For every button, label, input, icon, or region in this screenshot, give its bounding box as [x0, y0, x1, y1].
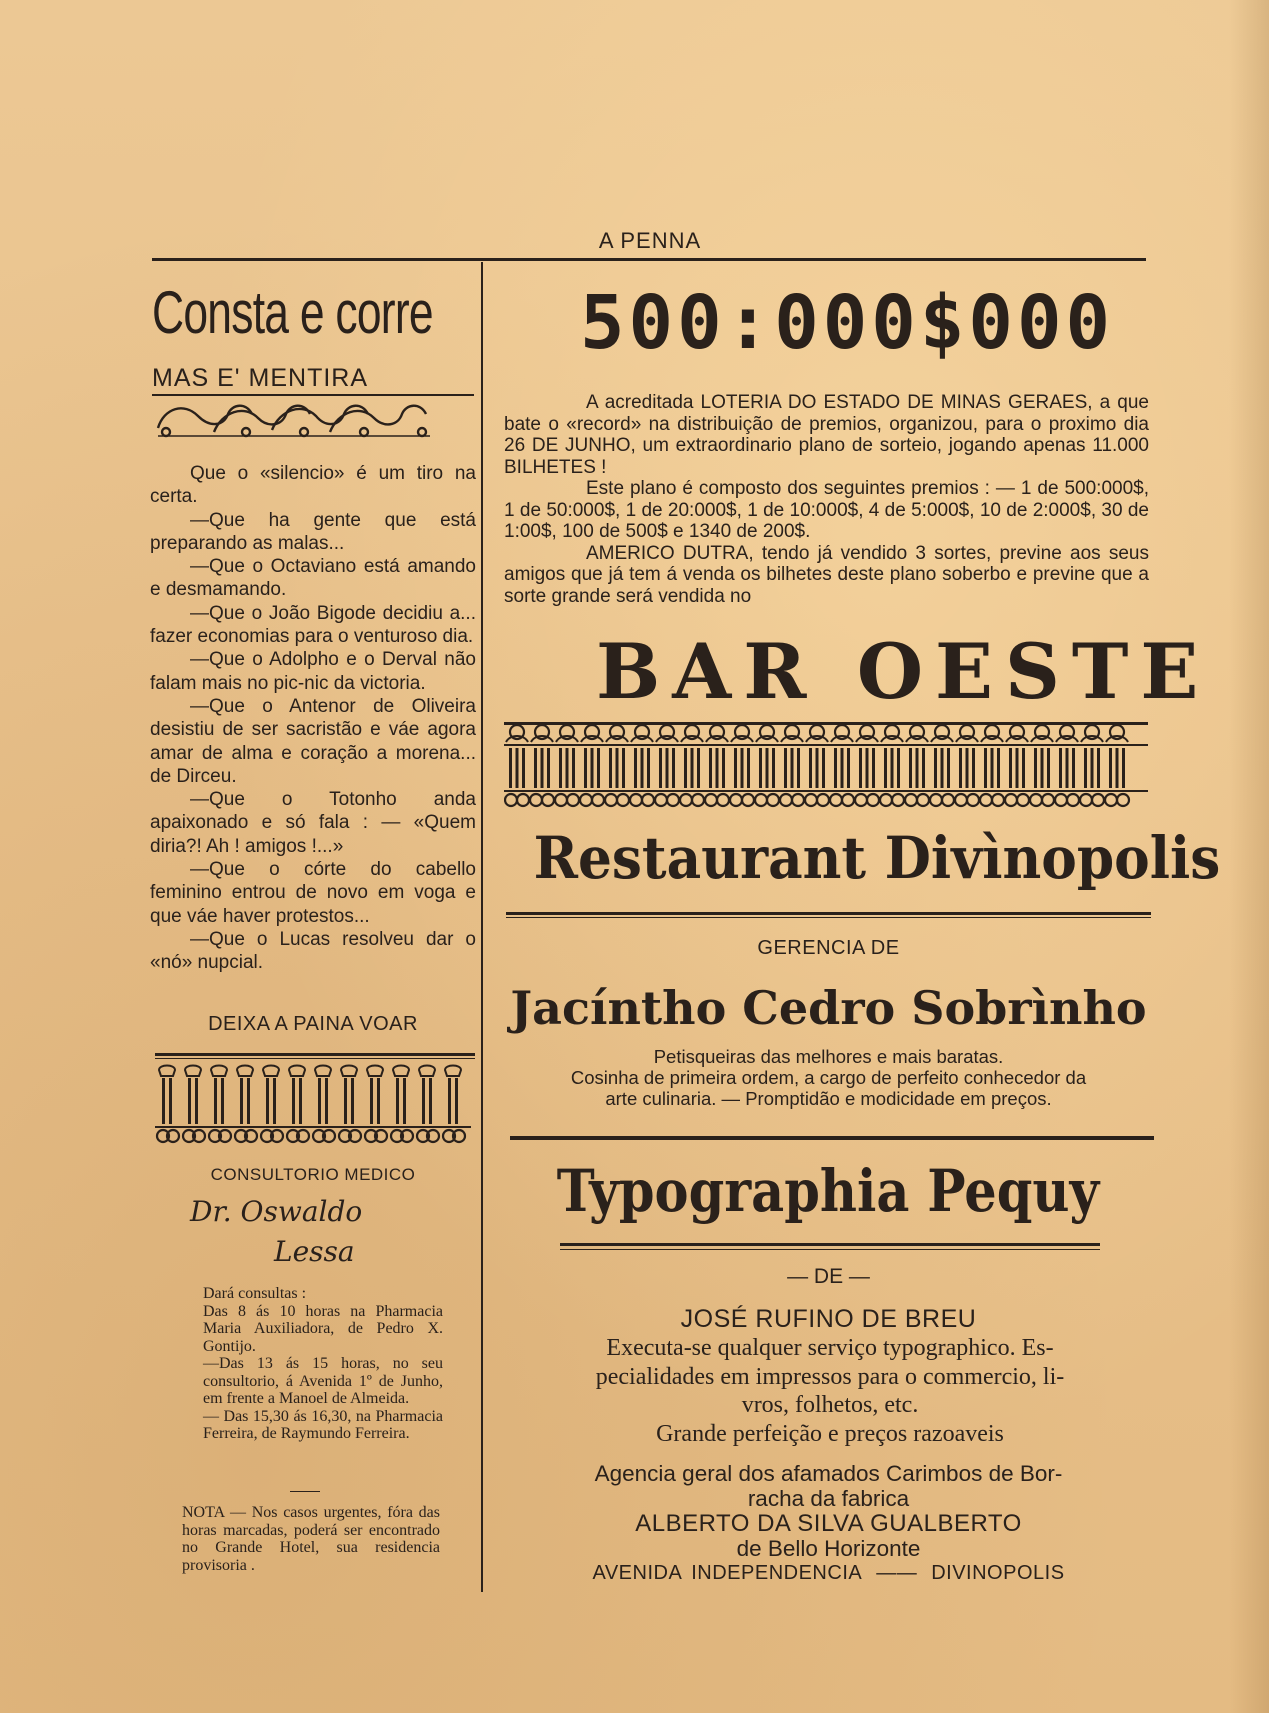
company-city: de Bello Horizonte: [736, 1536, 921, 1561]
column-divider: [481, 262, 483, 1592]
restaurant-rule: [506, 912, 1151, 915]
masthead-title: A PENNA: [598, 228, 702, 253]
ornament-rule-thin: [155, 1058, 475, 1059]
rumors-list: [150, 462, 476, 975]
restaurant-rule-thin: [506, 917, 1151, 918]
prize-amount: 500:000$000: [580, 280, 1115, 366]
lottery-paragraph: Este plano é composto dos seguintes premios : — 1 de 500:000$, 1 de 50:000$, 1 de 20:000$, 1 de 10:000$, 4 de 5:000$, 10 de 2:000$, 30 de 1:00$, 100 de 500$ e 1340 de 200$.: [504, 478, 1149, 542]
paper-edge-shadow: [1229, 0, 1269, 1713]
manager-name: Jacíntho Cedro Sobrìnho: [510, 981, 1147, 1035]
typographia-name: Typographia Pequy: [556, 1157, 1100, 1225]
rumor-item: Que o «silencio» é um tiro na certa.: [150, 463, 476, 508]
rumor-item: —Que ha gente que está preparando as malas...: [150, 509, 476, 554]
lottery-paragraph: A acreditada LOTERIA DO ESTADO DE MINAS GERAES, a que bate o «record» na distribuição de premios, organizou, para o proximo dia 26 DE JUNHO, um extraordinario plano de sorteio, jogando apenas 11.000 BILHETES !: [504, 392, 1149, 478]
address-street: AVENIDA INDEPENDENCIA: [592, 1562, 863, 1584]
balustrade-ornament-icon: [155, 1064, 475, 1150]
consult-hours: [203, 1285, 443, 1443]
lottery-paragraph: AMERICO DUTRA, tendo já vendido 3 sortes, previne aos seus amigos que já tem á venda os bilhetes deste plano soberbo e previne que a sorte grande será vendida no: [504, 542, 1149, 607]
doctor-name: [190, 1192, 430, 1272]
typographia-line: pecialidades em impressos para o commercio, li-: [595, 1363, 1065, 1390]
agencia-line: racha da fabrica: [747, 1486, 910, 1511]
ornament-rule: [155, 1053, 475, 1056]
closing-line: DEIXA A PAINA VOAR: [208, 1013, 418, 1035]
restaurant-name: Restaurant Divìnopolis: [533, 824, 1221, 892]
bar-oeste-title: BAR OESTE: [596, 627, 1211, 716]
address-line: [506, 1561, 1151, 1586]
de-label: — DE —: [787, 1265, 870, 1288]
small-separator: [290, 1491, 320, 1492]
restaurant-description: [506, 1046, 1151, 1109]
agencia-line: Agencia geral dos afamados Carimbos de Bor-: [594, 1461, 1063, 1486]
consult-hours-line: — Das 15,30 ás 16,30, na Pharmacia Ferreira, de Raymundo Ferreira.: [203, 1407, 443, 1442]
typographia-rule-thin: [560, 1249, 1100, 1250]
lottery-text: [504, 392, 1149, 607]
owner-name: JOSÉ RUFINO DE BREU: [680, 1305, 977, 1333]
subhead-mas-e-mentira: MAS E' MENTIRA: [152, 364, 369, 392]
restaurant-line: arte culinaria. — Promptidão e modicidade em preços.: [605, 1088, 1052, 1109]
headline-consta-e-corre: Consta e corre: [152, 279, 433, 346]
address-city: DIVINOPOLIS: [931, 1562, 1065, 1584]
top-rule: [152, 258, 1146, 261]
doctor-name-line2: Lessa: [274, 1235, 355, 1268]
restaurant-line: Petisqueiras das melhores e mais baratas.: [653, 1046, 1004, 1067]
consult-hours-line: —Das 13 ás 15 horas, no seu consultorio, á Avenida 1º de Junho, em frente a Manoel de Almeida.: [203, 1355, 443, 1407]
typographia-rule: [560, 1243, 1100, 1246]
typographia-line: vros, folhetos, etc.: [741, 1392, 919, 1418]
rumor-item: —Que o João Bigode decidiu a... fazer economias para o venturoso dia.: [150, 602, 476, 648]
rumor-item: —Que o Lucas resolveu dar o «nó» nupcial.: [150, 928, 476, 974]
typographia-line: Grande perfeição e preços razoaveis: [656, 1420, 1004, 1447]
consult-hours-line: Dará consultas :: [203, 1285, 307, 1302]
address-separator: ——: [876, 1562, 918, 1584]
rumor-item: —Que o Octaviano está amando e desmamando.: [150, 556, 476, 601]
rumor-item: —Que o Totonho anda apaixonado e só fala : — «Quem diria?! Ah ! amigos !...»: [150, 789, 476, 857]
consult-hours-line: Das 8 ás 10 horas na Pharmacia Maria Auxiliadora, de Pedro X. Gontijo.: [203, 1302, 443, 1355]
doctor-name-line1: Dr. Oswaldo: [190, 1195, 363, 1228]
section-rule: [510, 1136, 1154, 1140]
agencia-block: [506, 1461, 1151, 1586]
scroll-ornament-icon: [154, 396, 434, 442]
rumor-item: —Que o Antenor de Oliveira desistiu de ser sacristão e váe agora amar de alma e coração a morena... de Dirceu.: [150, 695, 476, 787]
consultorio-heading: CONSULTORIO MEDICO: [210, 1165, 416, 1184]
rumor-item: —Que o córte do cabello feminino entrou de novo em voga e que váe haver protestos...: [150, 859, 476, 927]
rumor-item: —Que o Adolpho e o Derval não falam mais no pic-nic da victoria.: [150, 649, 476, 694]
typographia-description: [556, 1334, 1104, 1448]
company-name: ALBERTO DA SILVA GUALBERTO: [635, 1510, 1022, 1537]
restaurant-line: Cosinha de primeira ordem, a cargo de perfeito conhecedor da: [570, 1067, 1087, 1088]
gerencia-label: GERENCIA DE: [757, 937, 900, 959]
consult-note: NOTA — Nos casos urgentes, fóra das horas marcadas, poderá ser encontrado no Grande Hotel, sua residencia provisoria .: [182, 1504, 440, 1574]
typographia-line: Executa-se qualquer serviço typographico. Es-: [606, 1335, 1054, 1361]
balustrade-ornament-icon: [504, 722, 1150, 812]
